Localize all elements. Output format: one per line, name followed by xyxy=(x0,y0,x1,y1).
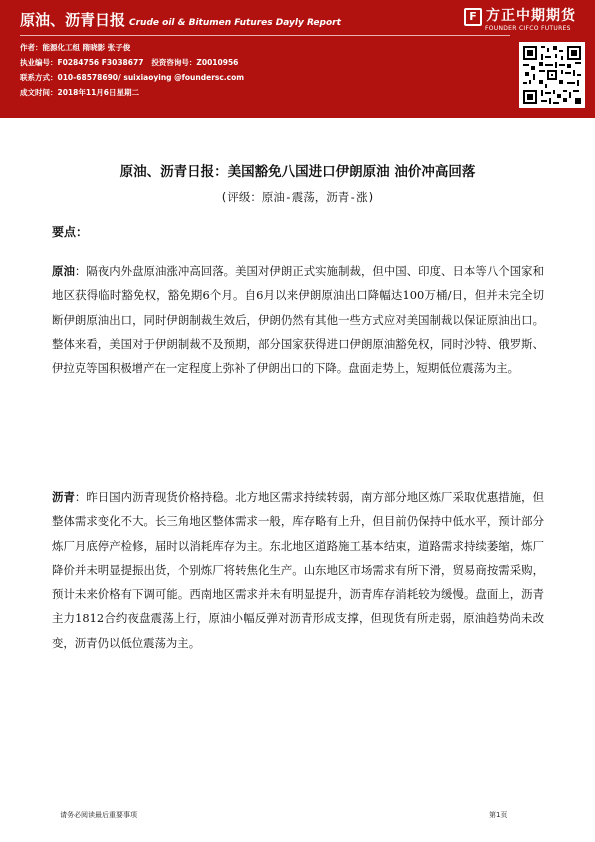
footer-disclaimer: 请务必阅读最后重要事项 xyxy=(60,811,137,819)
author-text: 作者：能源化工组 隋晓影 张子俊 xyxy=(20,43,131,52)
logo-name-en: FOUNDER CIFCO FUTURES xyxy=(485,25,571,32)
report-title: 原油、沥青日报：美国豁免八国进口伊朗原油 油价冲高回落 xyxy=(119,164,476,180)
company-logo xyxy=(464,4,592,38)
key-points-label: 要点： xyxy=(52,225,89,239)
logo-name-cn: 方正中期期货 xyxy=(486,8,576,24)
logo-mark-icon: F xyxy=(464,8,482,26)
bitumen-paragraph xyxy=(52,485,544,655)
report-series-title xyxy=(20,9,341,30)
qr-code-icon xyxy=(519,42,585,108)
contact-line xyxy=(20,72,252,83)
crude-oil-paragraph xyxy=(52,259,544,380)
author-line xyxy=(20,42,138,53)
paragraph-text: ：昨日国内沥青现货价格持稳。北方地区需求持续转弱，南方部分地区炼厂采取优惠措施，但整体需求变化不大。长三角地区整体需求一般，库存略有上升，但目前仍保持中低水平，预计部分炼厂月底停产检修，届时以消耗库存为主。东北地区道路施工基本结束，道路需求持续萎缩，炼厂降价并未明显提振出货，个别炼厂将转焦化生产。山东地区市场需求有所下滑，贸易商按需采购，预计未来价格有下调可能。西南地区需求并未有明显提升，沥青库存消耗较为缓慢。盘面上，沥青主力1812合约夜盘震荡上行，原油小幅反弹对沥青形成支撑，但现货有所走弱，原油趋势尚未改变，沥青仍以低位震荡为主。 xyxy=(52,490,544,650)
contact-text: 联系方式：010-68578690/ suixiaoying @foundersc.com xyxy=(20,73,245,82)
title-en: Crude oil & Bitumen Futures Dayly Report xyxy=(129,18,341,28)
paragraph-lead: 沥青 xyxy=(52,490,75,504)
license-line xyxy=(20,57,246,68)
date-line xyxy=(20,87,147,98)
date-text: 成文时间：2018年11月6日星期二 xyxy=(20,88,140,97)
consult-number: 投资咨询号：Z0010956 xyxy=(151,58,239,67)
report-header xyxy=(0,0,595,118)
paragraph-text: ：隔夜内外盘原油涨冲高回落。美国对伊朗正式实施制裁，但中国、印度、日本等八个国家和地区获得临时豁免权，豁免期6个月。自6月以来伊朗原油出口降幅达100万桶/日，但并未完全切断伊朗原油出口，同时伊朗制裁生效后，伊朗仍然有其他一些方式应对美国制裁以保证原油出口。整体来看，美国对于伊朗制裁不及预期，部分国家获得进口伊朗原油豁免权，同时沙特、俄罗斯、伊拉克等国积极增产在一定程度上弥补了伊朗出口的下降。盘面走势上，短期低位震荡为主。 xyxy=(52,264,544,376)
title-cn: 原油、沥青日报 xyxy=(20,11,126,29)
license-number: 执业编号：F0284756 F3038677 xyxy=(20,58,144,67)
paragraph-lead: 原油 xyxy=(52,264,75,278)
header-divider xyxy=(20,35,510,36)
page-number: 第1页 xyxy=(489,811,508,819)
report-rating: (评级：原油-震荡，沥青-涨) xyxy=(220,190,375,204)
